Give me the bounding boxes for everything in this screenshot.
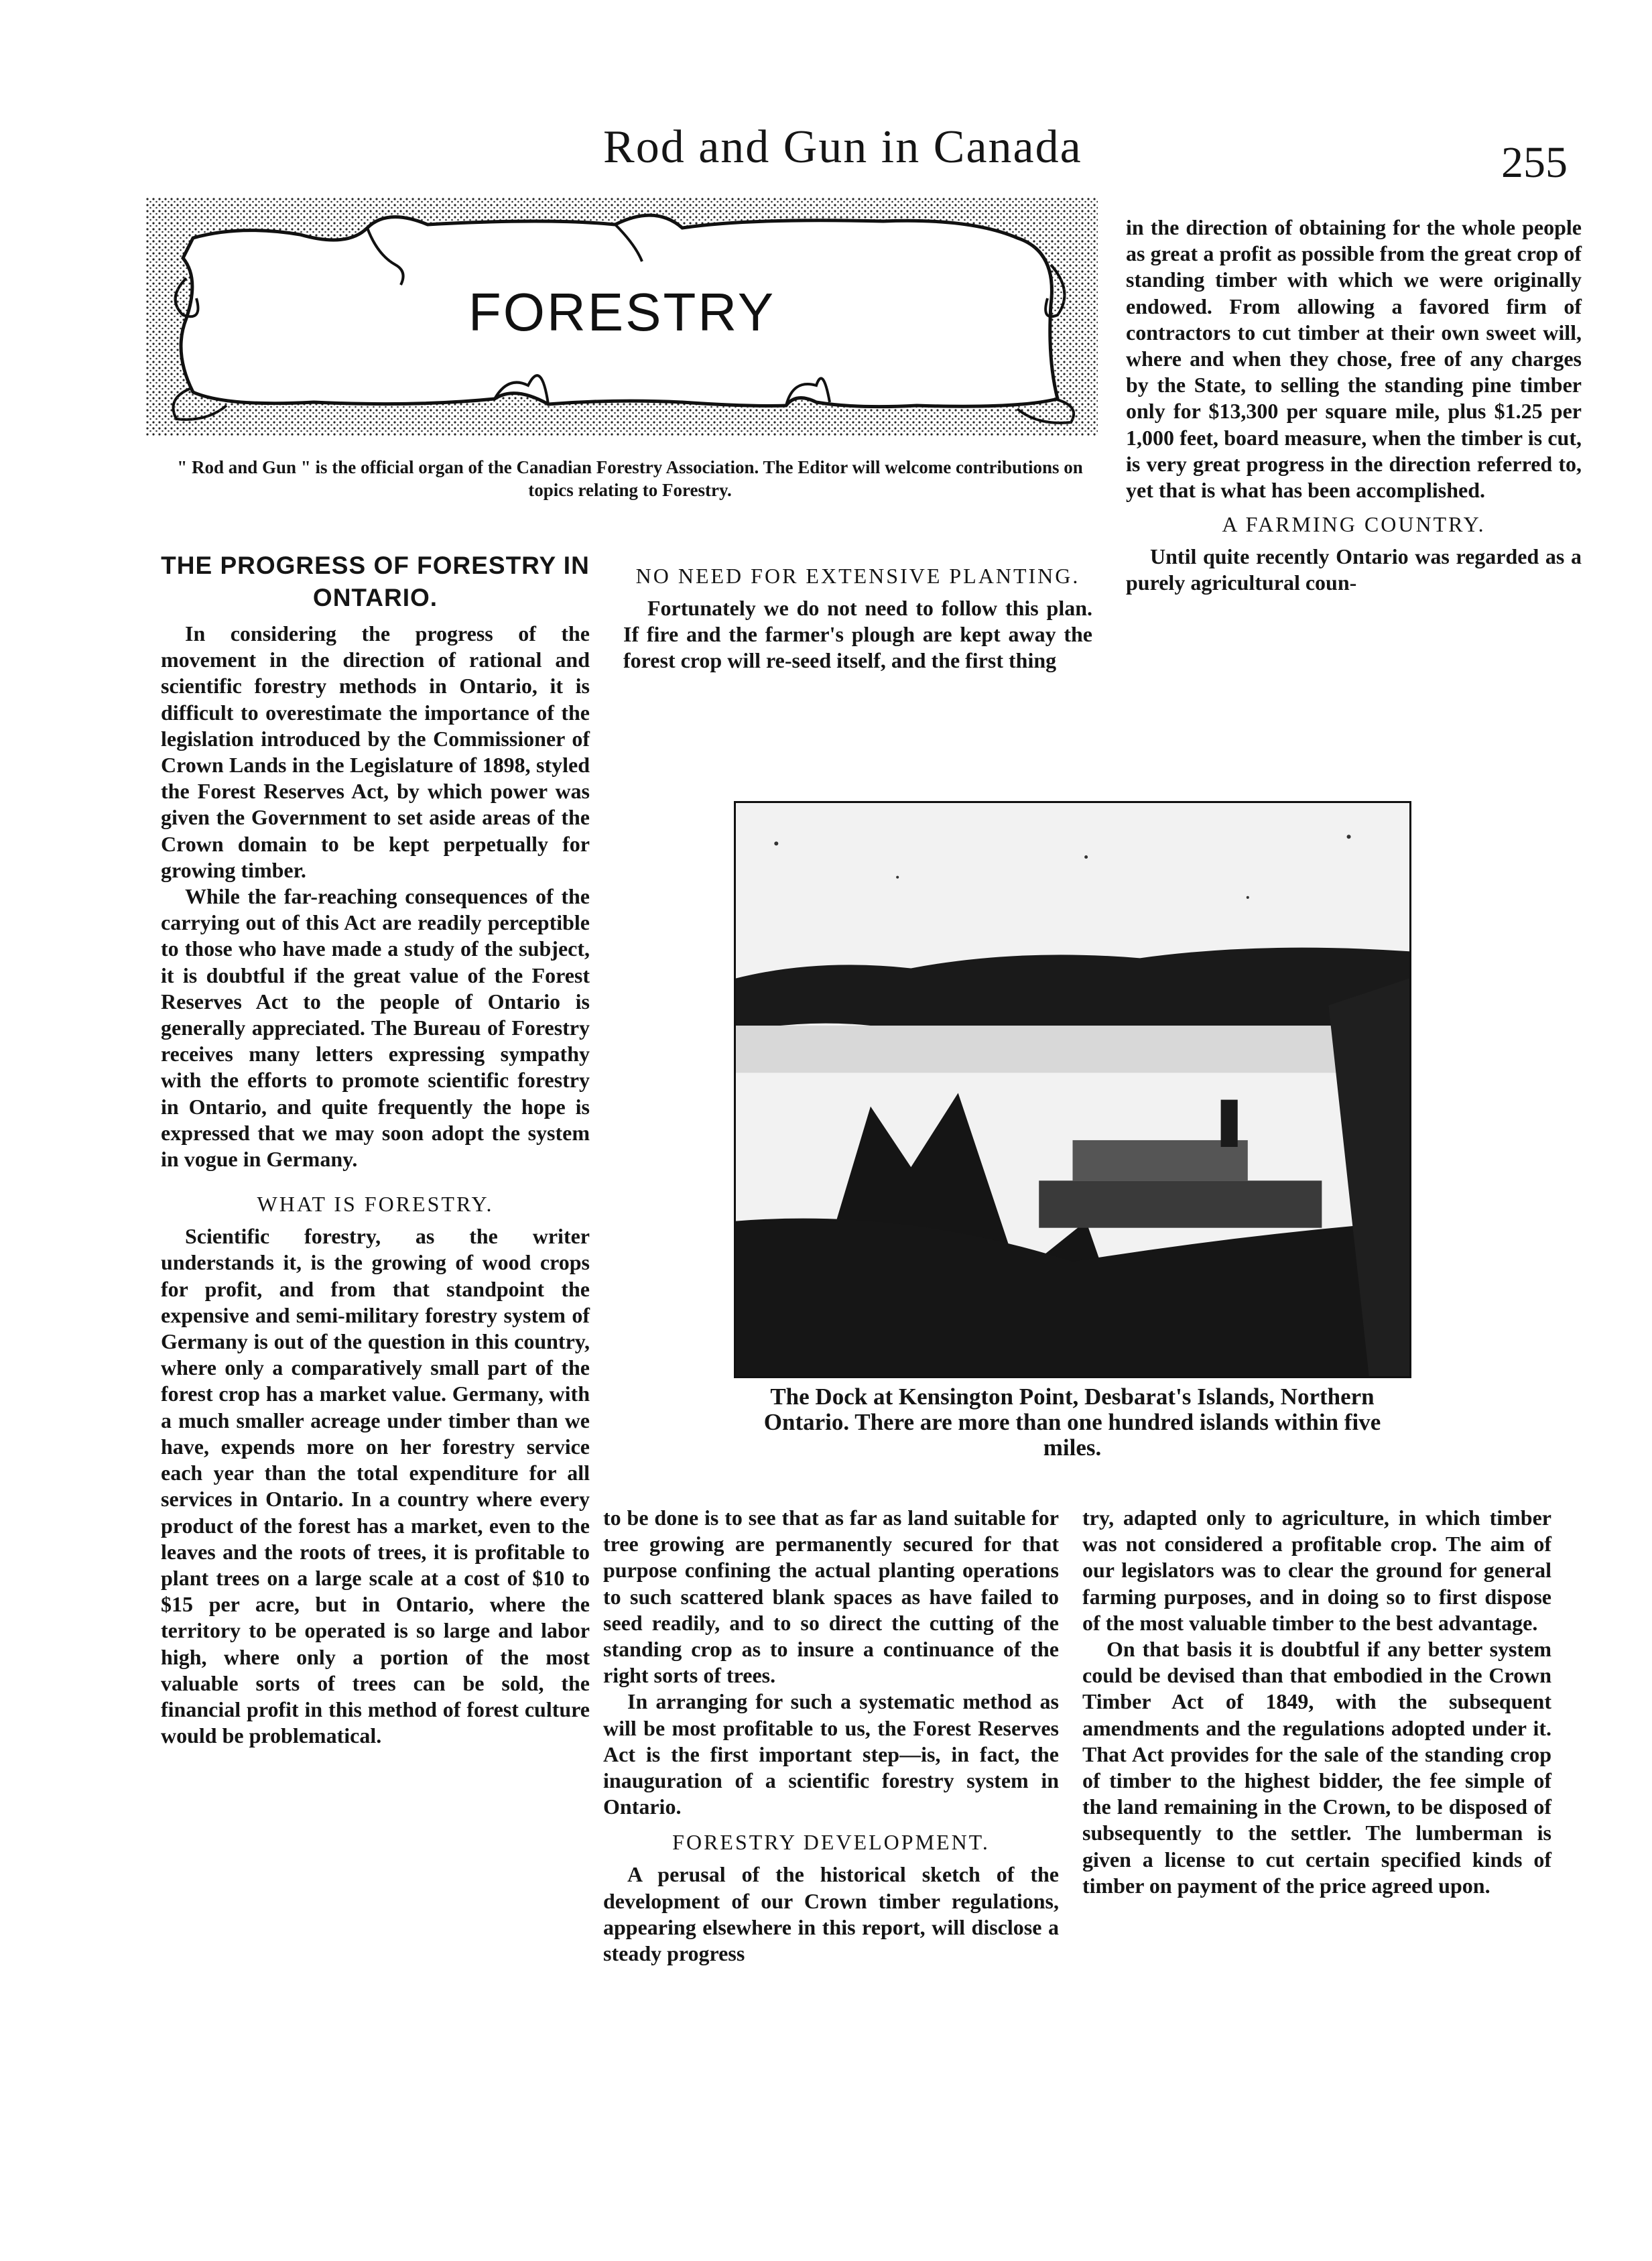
section-heading: FORESTRY DEVELOPMENT.	[672, 1830, 990, 1855]
paragraph: Until quite recently Ontario was regarded as a purely agricultural coun-	[1126, 544, 1582, 595]
section-heading: A FARMING COUNTRY.	[1222, 512, 1486, 537]
forestry-banner	[146, 198, 1098, 436]
paragraph: While the far-reaching consequences of the carrying out of this Act are readily perceptible to those who have made a study of the subject, it is doubtful if the great value of the Forest Reserves Act to the people of Ontario is generally appreciated. The Bureau of Forestry receives many letters expressing sympathy with the efforts to promote scientific forestry in Ontario, and quite frequently the hope is expressed that we may soon adopt the system in vogue in Germany.	[161, 884, 590, 1172]
dock-photograph	[734, 801, 1411, 1378]
paragraph: On that basis it is doubtful if any better system could be devised than that embodied in the Crown Timber Act of 1849, with the subsequent amendments and the regulations adopted under it. That Act provides for the sale of the standing crop of timber to the highest bidder, the fee simple of the land remaining in the Crown, to be disposed of subsequently to the settler. The lumberman is given a license to cut certain specified kinds of timber on payment of the price agreed upon.	[1082, 1637, 1551, 1898]
banner-title: FORESTRY	[468, 282, 776, 342]
paragraph: In arranging for such a systematic method as will be most profitable to us, the Forest Reserves Act is the first important step—is, in fact, the inauguration of a scientific forestry system in Ontario.	[603, 1689, 1059, 1819]
photo-caption: The Dock at Kensington Point, Desbarat's Islands, Northern Ontario. There are more than one hundred islands within five miles.	[763, 1384, 1381, 1461]
paragraph: try, adapted only to agriculture, in which timber was not considered a profitable crop. The aim of our legislators was to clear the ground for general farming purposes, and in doing so to first dispose of the most valuable timber to the best advantage.	[1082, 1506, 1551, 1635]
column-3-bottom	[1082, 1505, 1551, 1899]
column-3-top	[1126, 215, 1582, 597]
association-notice: " Rod and Gun " is the official organ of the Canadian Forestry Association. The Editor will welcome contributions on topics relating to Forestry.	[177, 457, 1083, 500]
paragraph: Fortunately we do not need to follow this plan. If fire and the farmer's plough are kept away the forest crop will re-seed itself, and the first thing	[623, 596, 1092, 673]
paragraph: in the direction of obtaining for the whole people as great a profit as possible from the great crop of standing timber with which we were originally endowed. From allowing a favored firm of contractors to cut timber at their own sweet will, where and when they chose, free of any charges by the State, to selling the standing pine timber only for $13,300 per square mile, plus $1.25 per 1,000 feet, board measure, when the timber is cut, is very great progress in the direction referred to, yet that is what has been accomplished.	[1126, 215, 1582, 503]
paragraph: Scientific forestry, as the writer understands it, is the growing of wood crops for profit, and from that standpoint the expensive and semi-military forestry system of Germany is out of the question in this country, where only a comparatively small part of the forest crop has a market value. Germany, with a much smaller acreage under timber than we have, expends more on her forestry service each year than the total expenditure for all services in Ontario. In a country where every product of the forest has a market, even to the leaves and the roots of trees, it is profitable to plant trees on a large scale at a cost of $10 to $15 per acre, but in Ontario, where the territory to be operated is so large and labor high, where only a portion of the most valuable sorts of trees can be sold, the financial profit in this method of forest culture would be problematical.	[161, 1224, 590, 1748]
column-2-top	[623, 563, 1092, 674]
article-heading: THE PROGRESS OF FORESTRY IN ONTARIO.	[161, 552, 590, 611]
section-heading: WHAT IS FORESTRY.	[257, 1192, 494, 1217]
paragraph: to be done is to see that as far as land suitable for tree growing are permanently secured for that purpose confining the actual planting operations to such scattered blank spaces as have failed to seed readily, and to so direct the cutting of the standing crop as to insure a continuance of the right sorts of trees.	[603, 1506, 1059, 1688]
column-1	[161, 550, 590, 1749]
paragraph: In considering the progress of the movement in the direction of rational and scientific forestry methods in Ontario, it is difficult to overestimate the importance of the legislation introduced by the Commissioner of Crown Lands in the Legislature of 1898, styled the Forest Reserves Act, by which power was given the Government to set aside areas of the Crown domain to be kept perpetually for growing timber.	[161, 621, 590, 882]
photo-illustration-icon	[736, 803, 1409, 1376]
section-heading: NO NEED FOR EXTENSIVE PLANTING.	[635, 564, 1080, 588]
column-2-bottom	[603, 1505, 1059, 1967]
page-number: 255	[1501, 138, 1568, 187]
paragraph: A perusal of the historical sketch of the development of our Crown timber regulations, appearing elsewhere in this report, will disclose a steady progress	[603, 1862, 1059, 1966]
running-head: Rod and Gun in Canada	[603, 121, 1082, 173]
